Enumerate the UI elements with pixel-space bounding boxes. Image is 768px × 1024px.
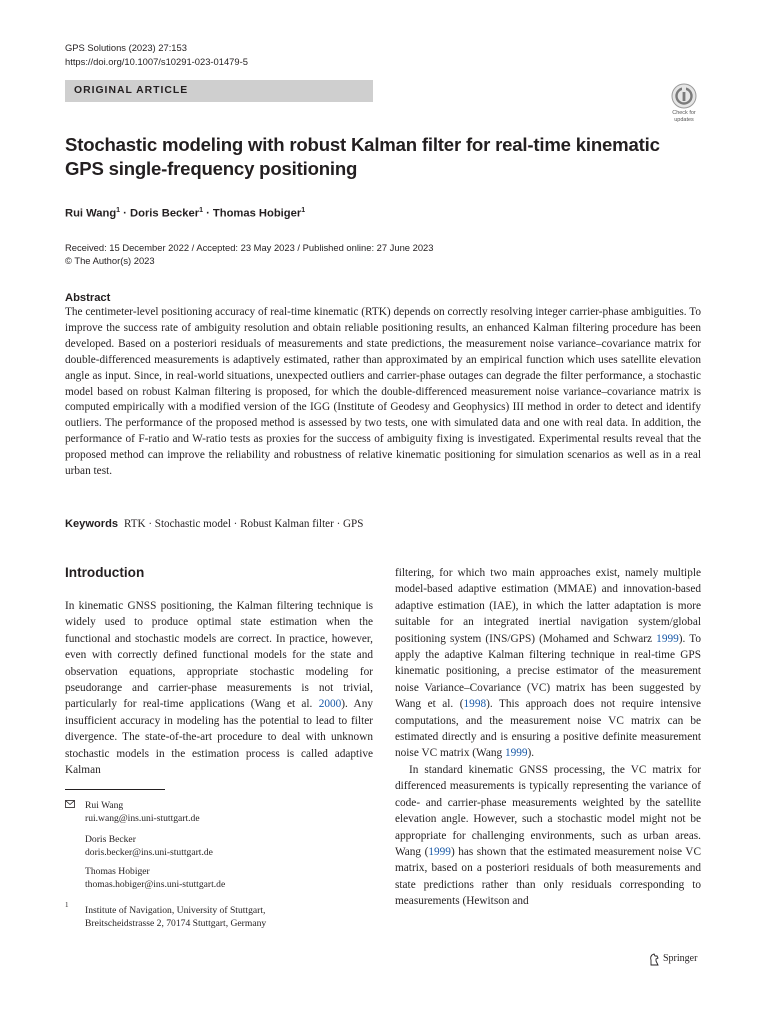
author-affiliation-mark: 1 [199, 207, 203, 214]
citation-link[interactable]: 1999 [428, 845, 451, 858]
citation-link[interactable]: 1998 [463, 698, 487, 711]
paragraph-text: In kinematic GNSS positioning, the Kalman filtering technique is widely used to produce optimal state estimation when the functional and stochastic models are correct. In practice, however, even with correctly defined functional models for the state and observation equations, appropriate stochastic modeling for pseudorange and carrier-phase measurements is not trivial, particularly for real-time applications (Wang et al. [65, 600, 373, 711]
section-heading-introduction: Introduction [65, 565, 145, 580]
check-for-updates-button[interactable] [665, 83, 703, 123]
affiliation-line: Institute of Navigation, University of Stuttgart, [85, 905, 266, 916]
article-type-banner: ORIGINAL ARTICLE [65, 80, 373, 102]
abstract-heading: Abstract [65, 292, 111, 304]
keywords-list: RTK · Stochastic model · Robust Kalman filter · GPS [124, 518, 364, 530]
paragraph-text: In standard kinematic GNSS processing, the VC matrix for differenced measurements is typically representing the variance of code- and carrier-phase measurements weighted by the satellite elevation angle. However, such a stochastic model might not be appropriate for challenging environments, such as urban areas. Wang ( [395, 763, 701, 858]
body-column-left [65, 598, 373, 778]
citation-link[interactable]: 1999 [656, 632, 679, 645]
paragraph-text: ). This approach does not require intensive computations, and the measurement noise VC matrix can be estimated directly and is ensuring a positive definite measurement noise VC matrix (Wang [395, 698, 701, 760]
affiliation-number: 1 [65, 901, 69, 909]
paragraph-text: ). [527, 747, 535, 760]
body-column-right [395, 565, 701, 910]
corresponding-author-name: Rui Wang [85, 800, 124, 811]
author-separator: · [202, 207, 213, 220]
check-for-updates-label-2: updates [674, 117, 694, 123]
footnote-divider [65, 789, 165, 790]
author-email-link[interactable]: doris.becker@ins.uni-stuttgart.de [85, 847, 213, 858]
title-line-1: Stochastic modeling with robust Kalman filter for real-time kinematic [65, 134, 660, 155]
paragraph-text: ). To apply the adaptive Kalman filtering technique in real-time GPS kinematic positioning, a precise estimator of the measurement noise Variance–Covariance (VC) matrix has been suggested by Wang et al. ( [395, 632, 702, 711]
publisher-logo [648, 952, 697, 966]
paragraph-text: ) has shown that the estimated measurement noise VC matrix, based on a posteriori residuals of both measurements and state predictions rather than only residuals corresponding to measurements (Hewitson and [395, 845, 701, 908]
author-name[interactable]: Thomas Hobiger [212, 207, 302, 220]
paragraph-text: filtering, for which two main approaches exist, namely multiple model-based adaptive estimation (MMAE) and innovation-based adaptive estimation (IAE), in which the latter adaptation is more suitable for an integrated inertial navigation system/global positioning system (INS/GPS) (Mohamed and Schwarz [395, 567, 701, 645]
citation-link[interactable]: 2000 [318, 698, 342, 711]
mail-icon [65, 800, 75, 808]
citation-link[interactable]: 1999 [504, 747, 528, 760]
springer-horse-icon [648, 953, 660, 966]
author-name[interactable]: Rui Wang [65, 207, 117, 220]
author-affiliation-mark: 1 [301, 207, 306, 214]
doi-link[interactable]: https://doi.org/10.1007/s10291-023-01479-5 [65, 56, 248, 67]
journal-citation: GPS Solutions (2023) 27:153 [65, 42, 187, 53]
author-list [65, 203, 305, 222]
author-affiliation-mark: 1 [116, 207, 121, 214]
publication-dates: Received: 15 December 2022 / Accepted: 23 May 2023 / Published online: 27 June 2023 [65, 242, 434, 253]
copyright-notice: © The Author(s) 2023 [65, 255, 155, 266]
paragraph-text: ). Any insufficient accuracy in modeling has the potential to lead to filter divergence. The state-of-the-art procedure to deal with unknown stochastic models in the estimation process is called adaptive Kalman [65, 698, 374, 777]
paragraph [65, 598, 373, 778]
author-name-footnote: Thomas Hobiger [85, 866, 150, 877]
author-email-link[interactable]: thomas.hobiger@ins.uni-stuttgart.de [85, 879, 226, 890]
author-name[interactable]: Doris Becker [130, 207, 200, 220]
author-name-footnote: Doris Becker [85, 834, 136, 845]
paragraph [395, 762, 701, 910]
check-for-updates-icon [671, 83, 697, 109]
author-email-link[interactable]: rui.wang@ins.uni-stuttgart.de [85, 813, 200, 824]
article-title [65, 133, 685, 181]
check-for-updates-label-1: Check for [672, 110, 696, 116]
author-separator: · [120, 207, 131, 220]
keywords [65, 517, 363, 532]
publisher-name: Springer [663, 953, 698, 964]
affiliation-line: Breitscheidstrasse 2, 70174 Stuttgart, Germany [85, 918, 267, 929]
title-line-2: GPS single-frequency positioning [65, 158, 358, 179]
keywords-label: Keywords [65, 518, 119, 530]
paragraph [395, 565, 701, 762]
abstract-text: The centimeter-level positioning accuracy of real-time kinematic (RTK) depends on correctly resolving integer carrier-phase ambiguities. To improve the success rate of ambiguity resolution and obtain reliable positioning results, an enhanced Kalman filtering procedure has been developed. Based on a posteriori residuals of measurements and state predictions, the measurement noise variance–covariance matrix for double-differenced measurements is adaptively estimated, rather than approximated by an empirical function which uses satellite elevation angle as input. Since, in real-world situations, unexpected outliers and carrier-phase outages can degrade the filter performance, a stochastic model based on robust Kalman filtering is proposed, for which the double-differenced measurement noise variance–covariance matrix is computed empirically with a modified version of the IGG (Institute of Geodesy and Geophysics) III method in order to detect and identify outliers. The performance of the proposed method is assessed by two tests, one with simulated data and one with real data. In addition, the performance of F-ratio and W-ratio tests as proxies for the success of ambiguity fixing is investigated. Experimental results reveal that the proposed method can improve the reliability and robustness of relative kinematic positioning for simulation scenarios as well as in a real urban test. [65, 306, 701, 478]
